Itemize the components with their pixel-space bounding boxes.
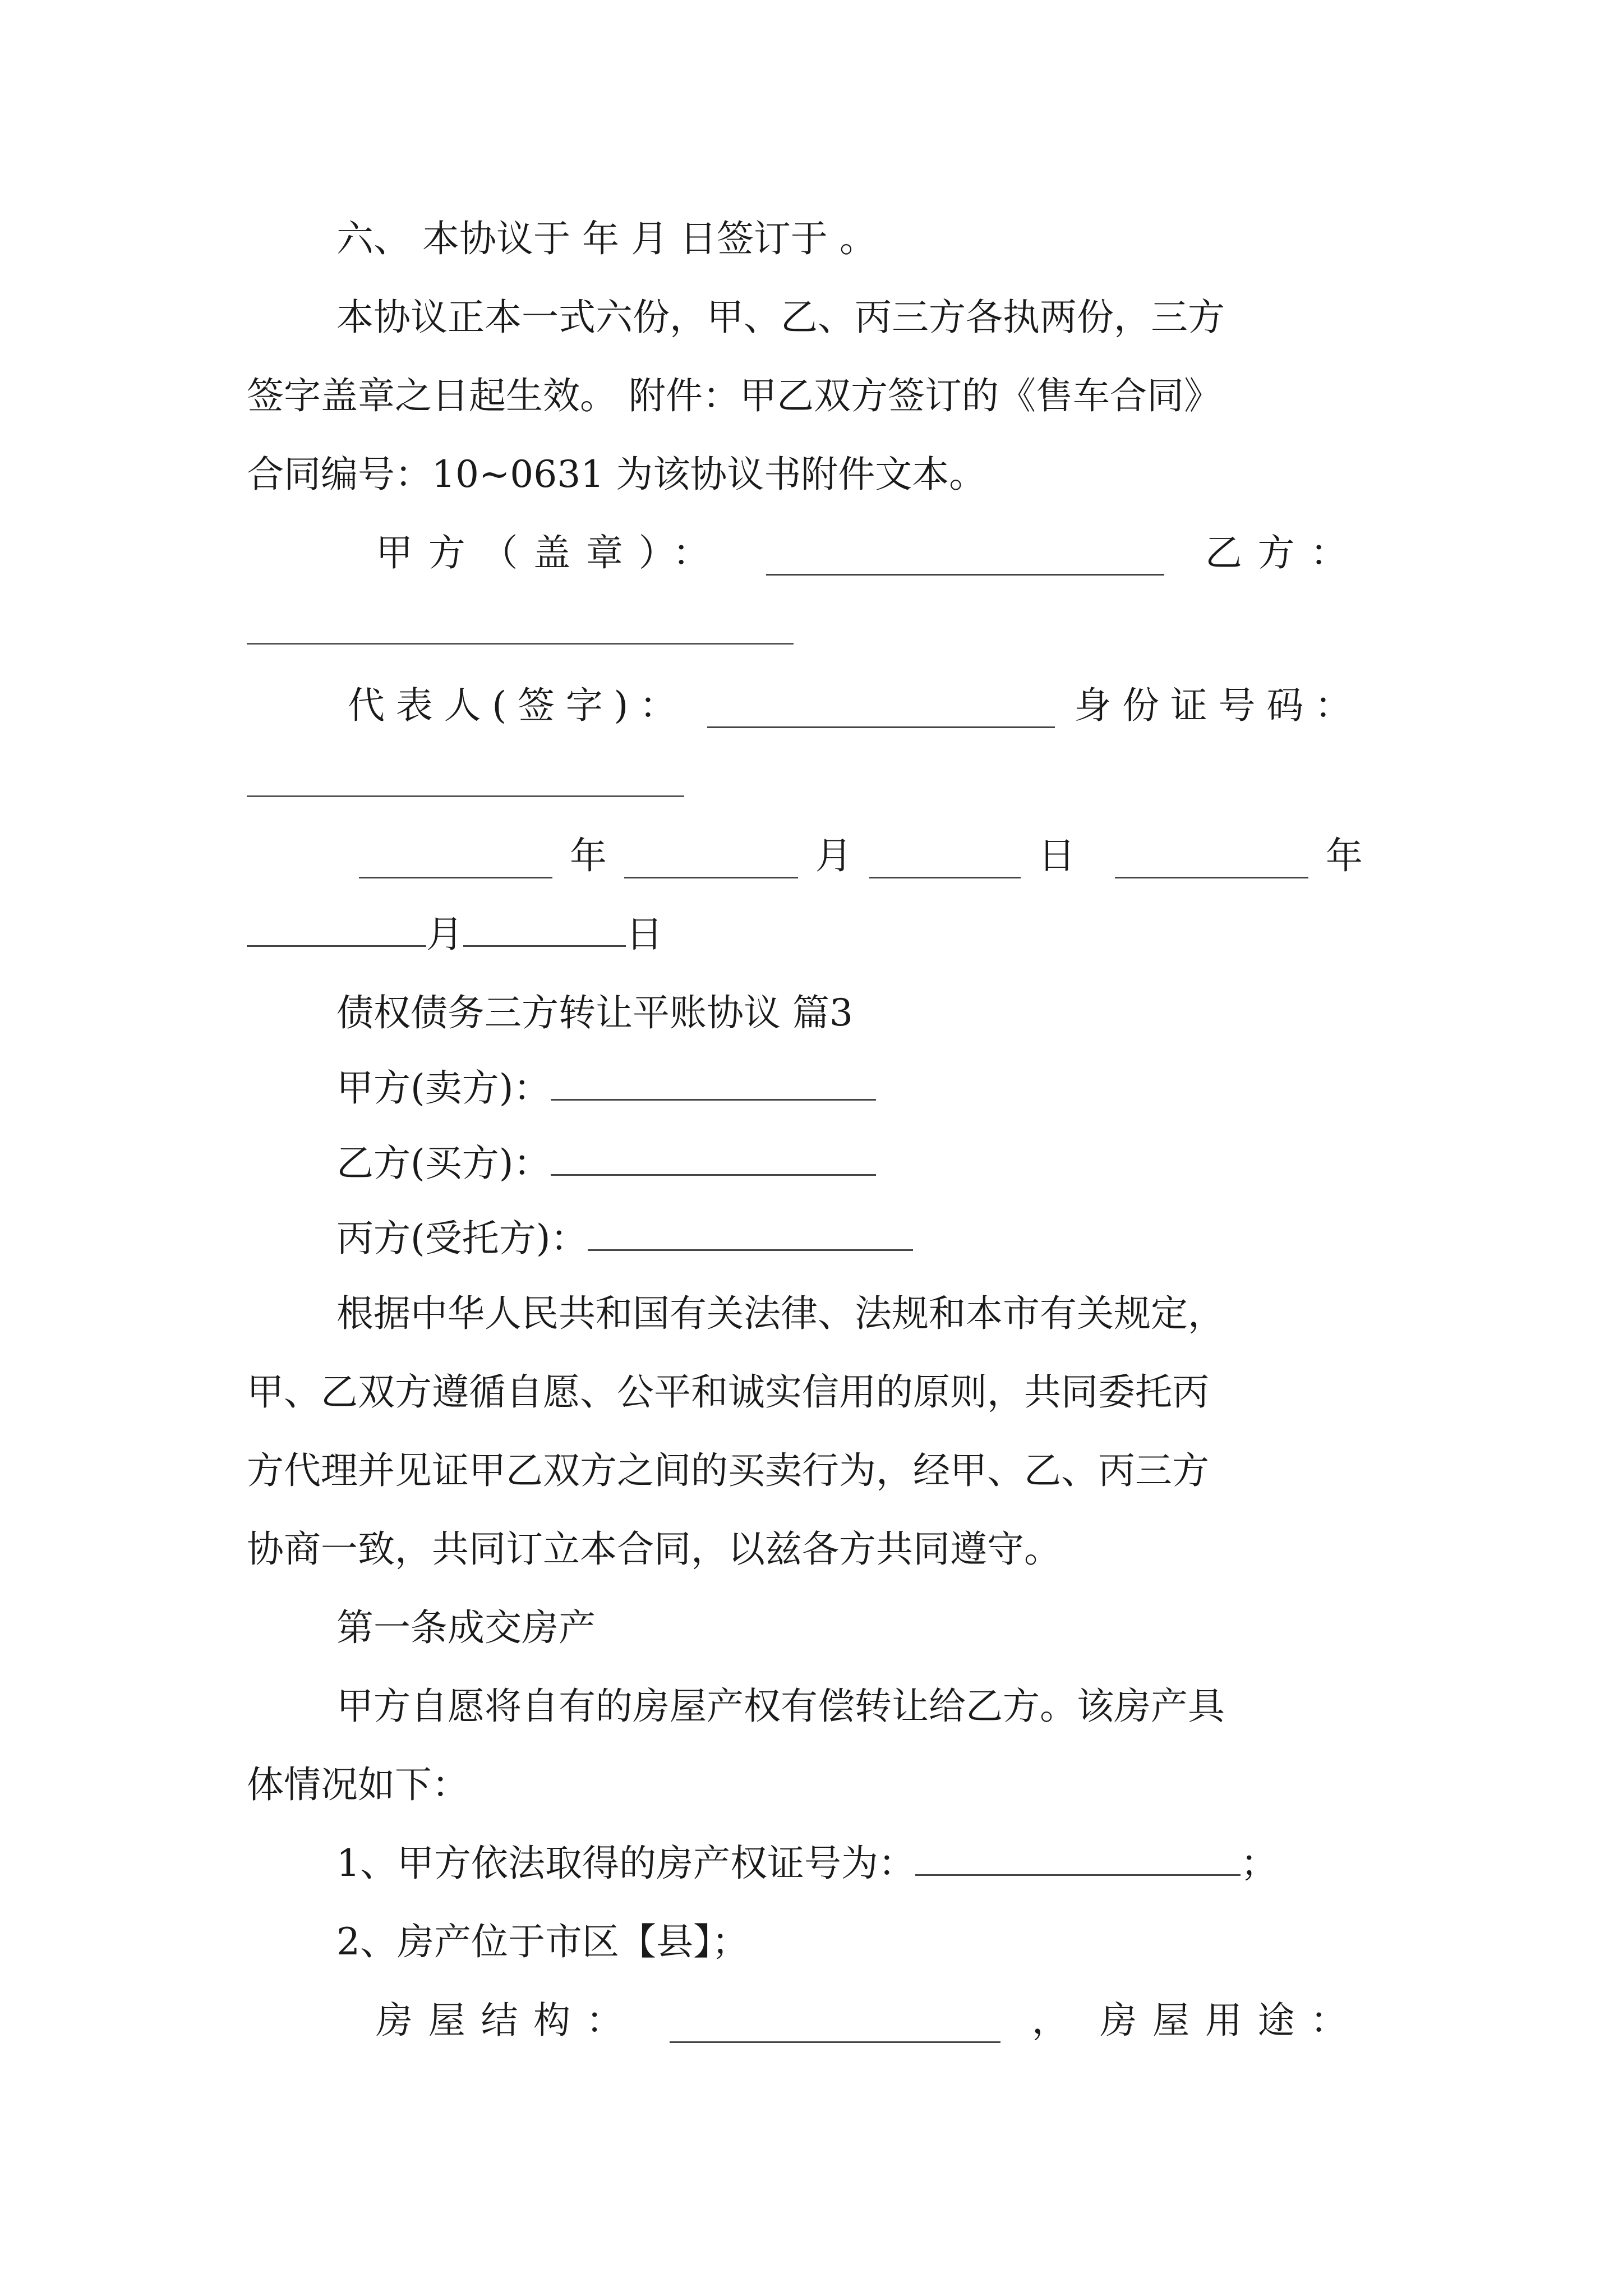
- party-b-label: 乙方：: [1205, 531, 1363, 574]
- year-label-a: 年: [569, 834, 607, 877]
- year-field-b[interactable]: [1115, 848, 1308, 878]
- day-label-b: 日: [626, 913, 663, 956]
- item-1-label: 1、甲方依法取得的房产权证号为：: [336, 1842, 915, 1885]
- month-field-b[interactable]: [247, 916, 426, 947]
- representative-sign-field[interactable]: [707, 697, 1055, 728]
- item-2: 2、房产位于市区【县】；: [336, 1920, 749, 1963]
- seller-label: 甲方(卖方)：: [336, 1066, 551, 1110]
- signature-row-parties: [376, 531, 1363, 576]
- id-number-label: 身份证号码：: [1074, 684, 1363, 727]
- month-label-b: 月: [426, 913, 463, 956]
- line-signing-date: 六、 本协议于 年 月 日签订于 。: [336, 217, 877, 260]
- structure-field[interactable]: [670, 2012, 1000, 2043]
- party-a-seal-field[interactable]: [766, 545, 1164, 576]
- trustee-label: 丙方(受托方)：: [336, 1217, 588, 1260]
- article-heading: 第一条成交房产: [336, 1606, 596, 1649]
- date-row-continued: [247, 912, 663, 957]
- buyer-line: [336, 1141, 876, 1186]
- year-field-a[interactable]: [359, 848, 552, 878]
- paragraph-line: 方代理并见证甲乙双方之间的买卖行为，经甲、乙、丙三方: [247, 1449, 1209, 1492]
- seller-line: [336, 1066, 876, 1111]
- trustee-line: [336, 1216, 913, 1261]
- comma: ，: [1031, 1999, 1069, 2042]
- buyer-field[interactable]: [551, 1145, 876, 1176]
- paragraph-line: 体情况如下：: [247, 1763, 469, 1806]
- line-copies: 本协议正本一式六份，甲、乙、丙三方各执两份，三方: [336, 296, 1225, 339]
- section-heading: 债权债务三方转让平账协议 篇3: [336, 991, 853, 1034]
- day-field-a[interactable]: [869, 848, 1021, 878]
- id-number-field[interactable]: [247, 795, 684, 797]
- paragraph-line: 甲方自愿将自有的房屋产权有偿转让给乙方。该房产具: [336, 1685, 1225, 1728]
- day-field-b[interactable]: [463, 916, 626, 947]
- structure-usage-row: [376, 1998, 1363, 2043]
- usage-label: 房屋用途：: [1100, 1999, 1363, 2042]
- property-cert-field[interactable]: [915, 1845, 1241, 1876]
- representative-label: 代表人(签字)：: [348, 684, 688, 727]
- item-1-end: ；: [1241, 1842, 1278, 1885]
- party-a-seal-label: 甲方（盖章）：: [376, 531, 726, 574]
- structure-label: 房屋结构：: [376, 1999, 639, 2042]
- date-row: [359, 834, 1363, 878]
- paragraph-line: 甲、乙双方遵循自愿、公平和诚实信用的原则，共同委托丙: [247, 1370, 1209, 1414]
- paragraph-line: 根据中华人民共和国有关法律、法规和本市有关规定，: [336, 1292, 1225, 1335]
- buyer-label: 乙方(买方)：: [336, 1142, 551, 1185]
- item-1: [336, 1841, 1278, 1886]
- line-contract-number: 合同编号：10~0631 为该协议书附件文本。: [247, 453, 986, 496]
- month-label-a: 月: [815, 834, 852, 877]
- paragraph-line: 协商一致，共同订立本合同，以兹各方共同遵守。: [247, 1527, 1061, 1571]
- party-b-field[interactable]: [247, 643, 794, 645]
- line-effective-attachment: 签字盖章之日起生效。 附件：甲乙双方签订的《售车合同》: [247, 374, 1221, 417]
- seller-field[interactable]: [551, 1070, 876, 1101]
- month-field-a[interactable]: [624, 848, 798, 878]
- year-label-b: 年: [1325, 834, 1363, 877]
- signature-row-representative: [348, 683, 1363, 728]
- day-label-a: 日: [1038, 834, 1076, 877]
- trustee-field[interactable]: [588, 1220, 913, 1251]
